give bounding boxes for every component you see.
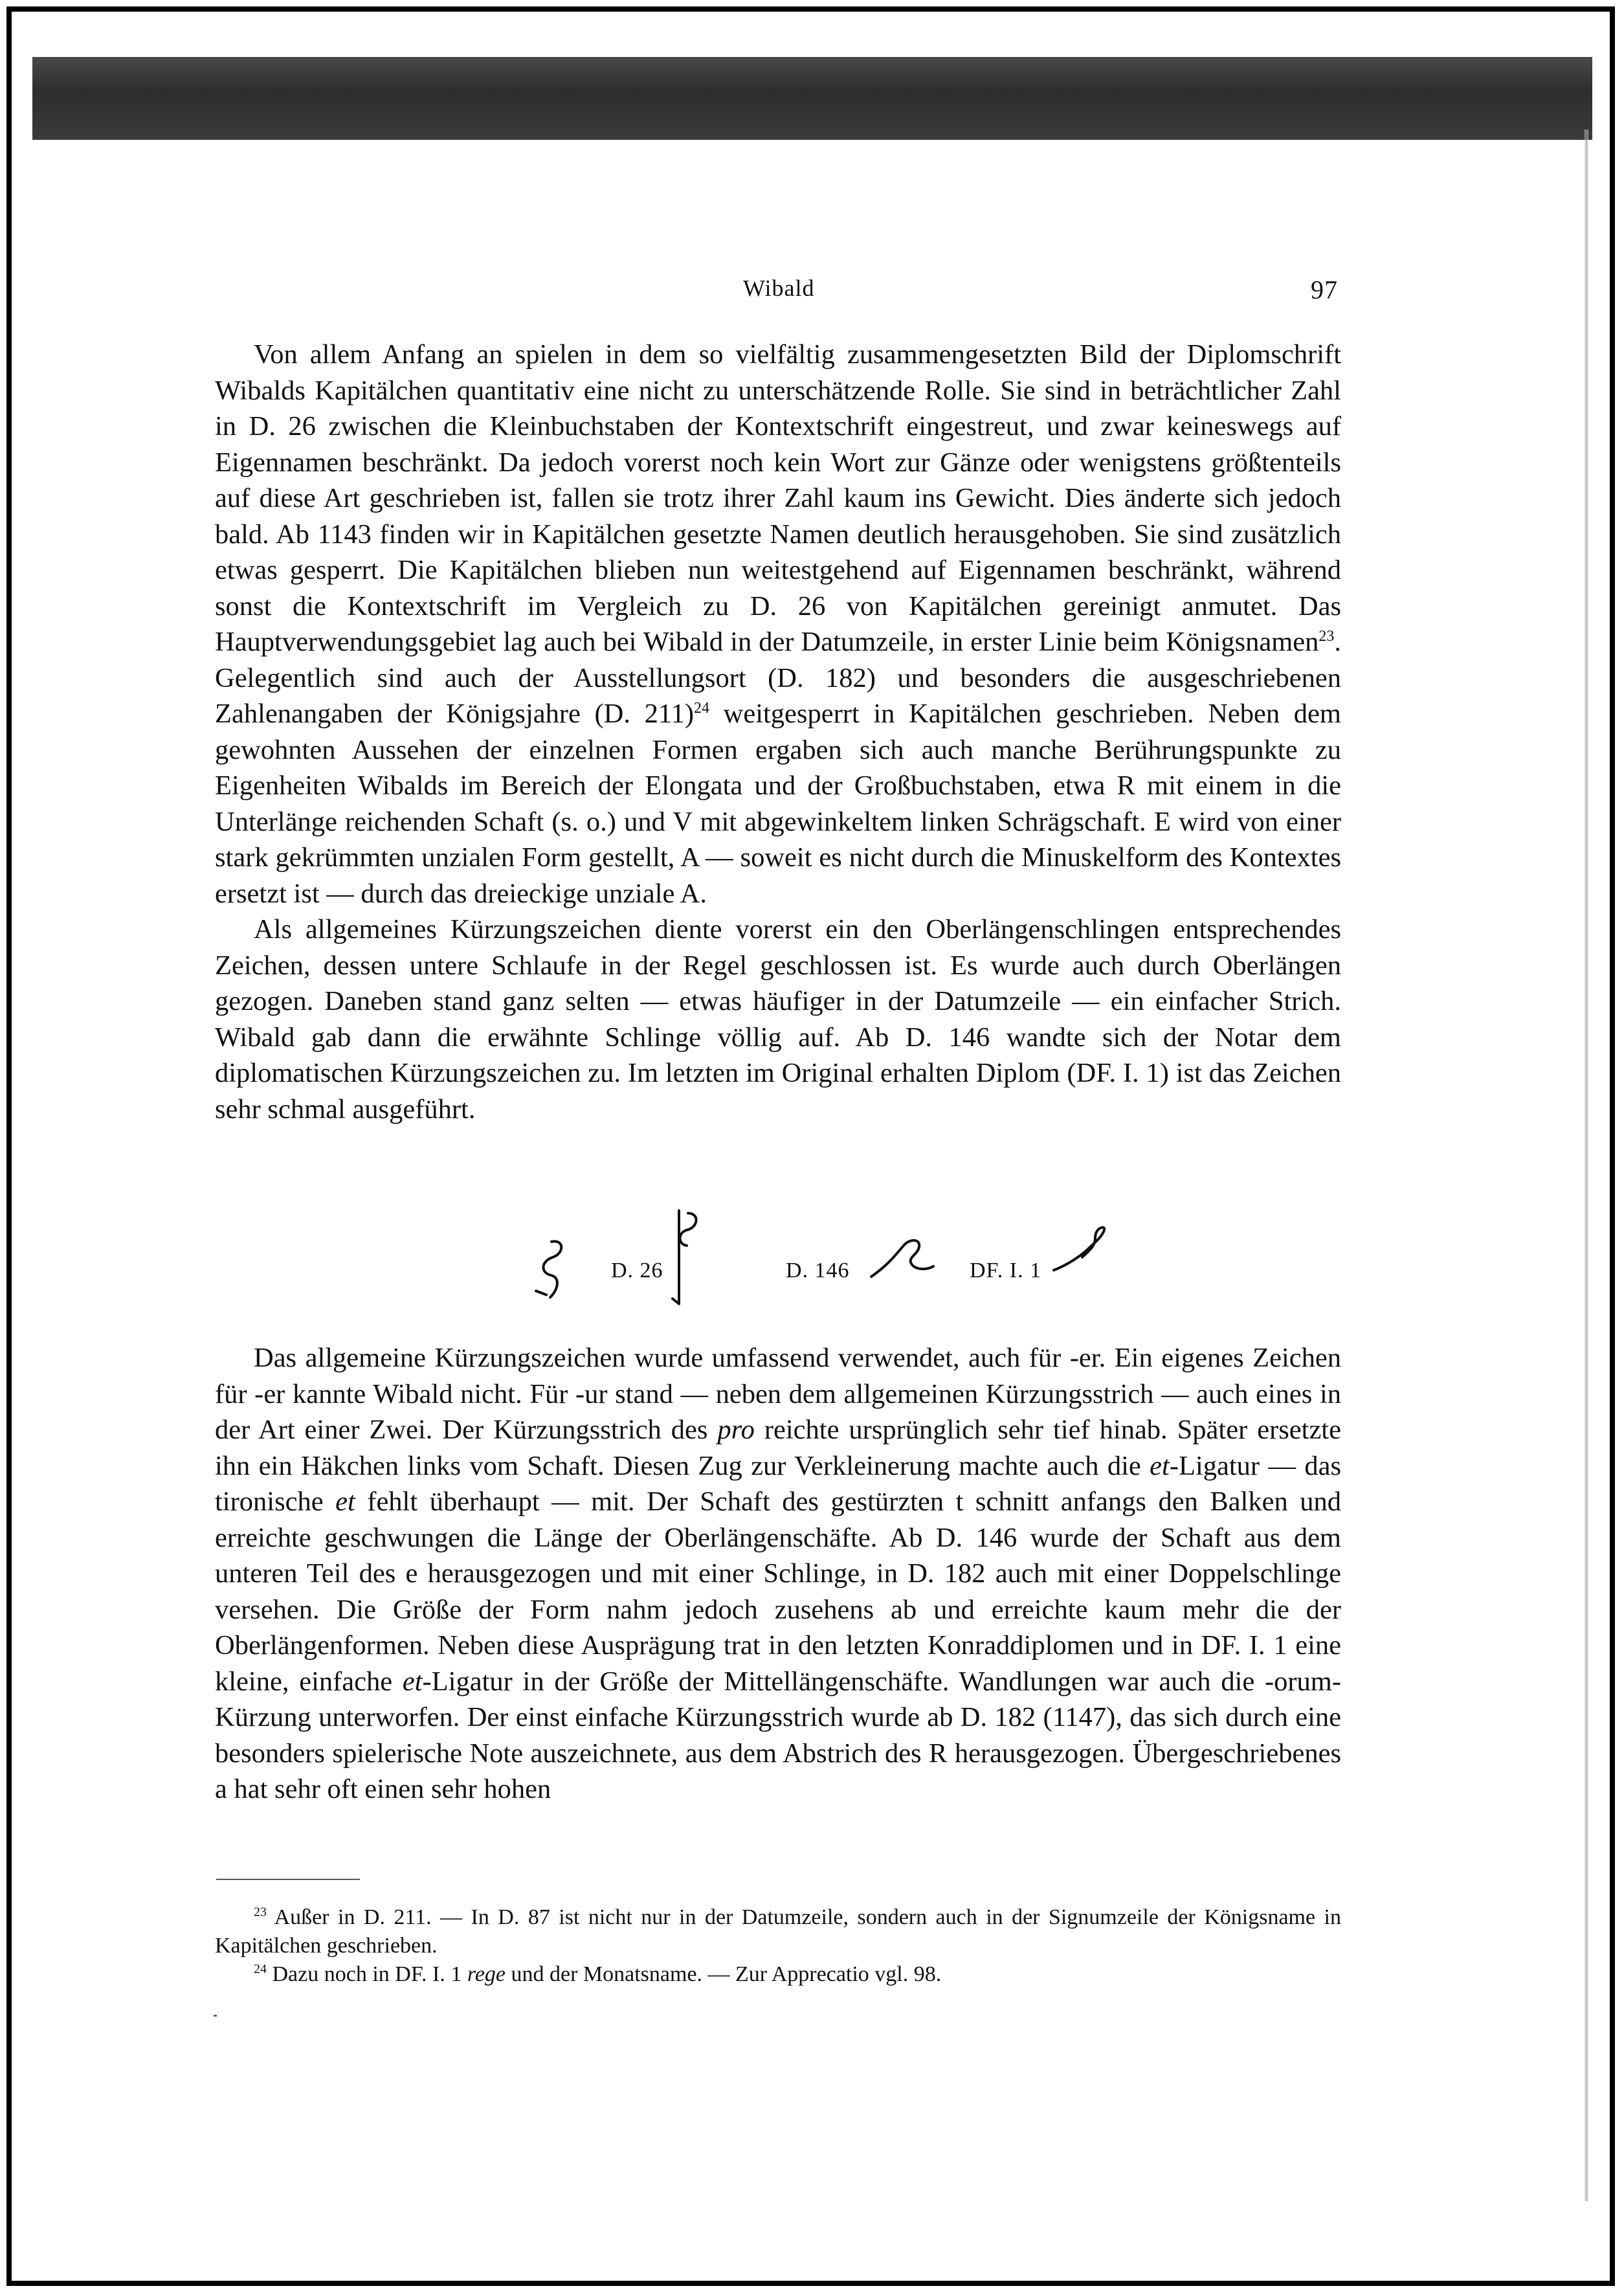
footnote-text: und der Monatsname. — Zur Apprecatio vgl. 98. xyxy=(506,1962,942,1986)
paragraph xyxy=(215,337,1341,912)
italic-term: et xyxy=(402,1666,423,1697)
paragraph-text: fehlt überhaupt — mit. Der Schaft des gestürzten t schnitt anfangs den Balken und erreichte geschwungen die Länge der Oberlängenschäfte. Ab D. 146 wurde der Schaft aus dem unteren Teil des e herausgezogen und mit einer Schlinge, in D. 182 auch mit einer Doppelschlinge versehen. Die Größe der Form nahm jedoch zusehens ab und erreichte kaum mehr die der Oberlängenformen. Neben diese Ausprägung trat in den letzten Konraddiplomen und in DF. I. 1 eine kleine, einfache xyxy=(215,1486,1341,1697)
italic-term: pro xyxy=(717,1415,755,1445)
paragraph-text: Als allgemeines Kürzungszeichen diente vorerst ein den Oberlängenschlingen entsprechendes Zeichen, dessen untere Schlaufe in der Regel geschlossen ist. Es wurde auch durch Oberlängen gezogen. Daneben stand ganz selten — etwas häufiger in der Datumzeile — ein einfacher Strich. Wibald gab dann die erwähnte Schlinge völlig auf. Ab D. 146 wandte sich der Notar dem diplomatischen Kürzungszeichen zu. Im letzten im Original erhalten Diplom (DF. I. 1) ist das Zeichen sehr schmal ausgeführt. xyxy=(215,914,1341,1125)
abbreviation-figure xyxy=(215,1208,1341,1318)
paragraph-text: . Gelegentlich sind auch der Ausstellungsort (D. 182) und besonders die ausgeschriebenen Zahlenangaben der Königsjahre (D. 211) xyxy=(215,627,1341,729)
italic-term: et xyxy=(1150,1450,1170,1481)
paragraph xyxy=(215,1340,1341,1808)
footnote-text: Außer in D. 211. — In D. 87 ist nicht nur in der Datumzeile, sondern auch in der Signumzeile der Königsname in Kapitälchen geschrieben. xyxy=(215,1905,1341,1958)
figure-label-d26: D. 26 xyxy=(611,1259,663,1282)
figure-label-d146: D. 146 xyxy=(786,1259,850,1282)
italic-term: rege xyxy=(467,1962,506,1986)
scan-speck xyxy=(214,2015,217,2017)
footnote-number: 24 xyxy=(254,1962,267,1976)
footnote-23 xyxy=(215,1903,1341,1960)
paragraph xyxy=(215,912,1341,1127)
scan-edge-shadow xyxy=(1585,129,1588,2201)
footnote-ref: 23 xyxy=(1318,627,1335,645)
main-text xyxy=(215,337,1341,1127)
abbreviation-stroke-glyph xyxy=(869,1229,940,1293)
footnotes xyxy=(215,1903,1341,1989)
paragraph-text: -Ligatur — das tironische xyxy=(215,1450,1341,1517)
italic-term: et xyxy=(335,1486,355,1517)
figure-label-dfi1: DF. I. 1 xyxy=(970,1259,1042,1282)
paragraph-text: weitgesperrt in Kapitälchen geschrieben. Neben dem gewohnten Aussehen der einzelnen Formen ergaben sich auch manche Berührungspunkte zu Eigenheiten Wibalds im Bereich der Elongata und der Großbuchstaben, etwa R mit einem in die Unterlänge reichenden Schaft (s. o.) und V mit abgewinkeltem linken Schrägschaft. E wird von einer stark gekrümmten unzialen Form gestellt, A — soweit es nicht durch die Minuskelform des Kontextes ersetzt ist — durch das dreieckige unziale A. xyxy=(215,699,1341,909)
running-title: Wibald xyxy=(743,275,815,301)
scan-shadow-bar xyxy=(32,57,1592,140)
footnote-number: 23 xyxy=(254,1905,267,1920)
paragraph-text: -Ligatur in der Größe der Mittellängenschäfte. Wandlungen war auch die -orum-Kürzung unterworfen. Der einst einfache Kürzungsstrich wurde ab D. 182 (1147), das sich durch eine besonders spielerische Note auszeichnete, aus dem Abstrich des R herausgezogen. Übergeschriebenes a hat sehr oft einen sehr hohen xyxy=(215,1666,1341,1804)
footnote-separator xyxy=(216,1879,360,1880)
paragraph-text: Von allem Anfang an spielen in dem so vielfältig zusammengesetzten Bild der Diplomschrift Wibalds Kapitälchen quantitativ eine nicht zu unterschätzende Rolle. Sie sind in beträchtlicher Zahl in D. 26 zwischen die Kleinbuchstaben der Kontextschrift eingestreut, und zwar keineswegs auf Eigennamen beschränkt. Da jedoch vorerst noch kein Wort zur Gänze oder wenigstens größtenteils auf diese Art geschrieben ist, fallen sie trotz ihrer Zahl kaum ins Gewicht. Dies änderte sich jedoch bald. Ab 1143 finden wir in Kapitälchen gesetzte Namen deutlich herausgehoben. Sie sind zusätzlich etwas gesperrt. Die Kapitälchen blieben nun weitestgehend auf Eigennamen beschränkt, während sonst die Kontextschrift im Vergleich zu D. 26 von Kapitälchen gereinigt anmutet. Das Hauptverwendungsgebiet lag auch bei Wibald in der Datumzeile, in erster Linie beim Königsnamen xyxy=(215,339,1341,657)
abbreviation-loop-glyph xyxy=(532,1235,571,1306)
paragraph-text: reichte ursprünglich sehr tief hinab. Später ersetzte ihn ein Häkchen links vom Schaft. Diesen Zug zur Verkleinerung machte auch die xyxy=(215,1415,1341,1481)
page-number: 97 xyxy=(1311,275,1338,304)
abbreviation-narrow-glyph xyxy=(1050,1225,1115,1290)
paragraph-text: Das allgemeine Kürzungszeichen wurde umfassend verwendet, auch für -er. Ein eigenes Zeichen für -er kannte Wibald nicht. Für -ur stand — neben dem allgemeinen Kürzungsstrich — auch eines in der Art einer Zwei. Der Kürzungsstrich des xyxy=(215,1343,1341,1445)
abbreviation-loop-through-ascender-glyph xyxy=(665,1208,704,1305)
footnote-ref: 24 xyxy=(693,699,709,717)
footnote-text: Dazu noch in DF. I. 1 xyxy=(267,1962,467,1986)
main-text-continued xyxy=(215,1340,1341,1808)
running-head xyxy=(0,274,1624,307)
footnote-24 xyxy=(215,1960,1341,1989)
